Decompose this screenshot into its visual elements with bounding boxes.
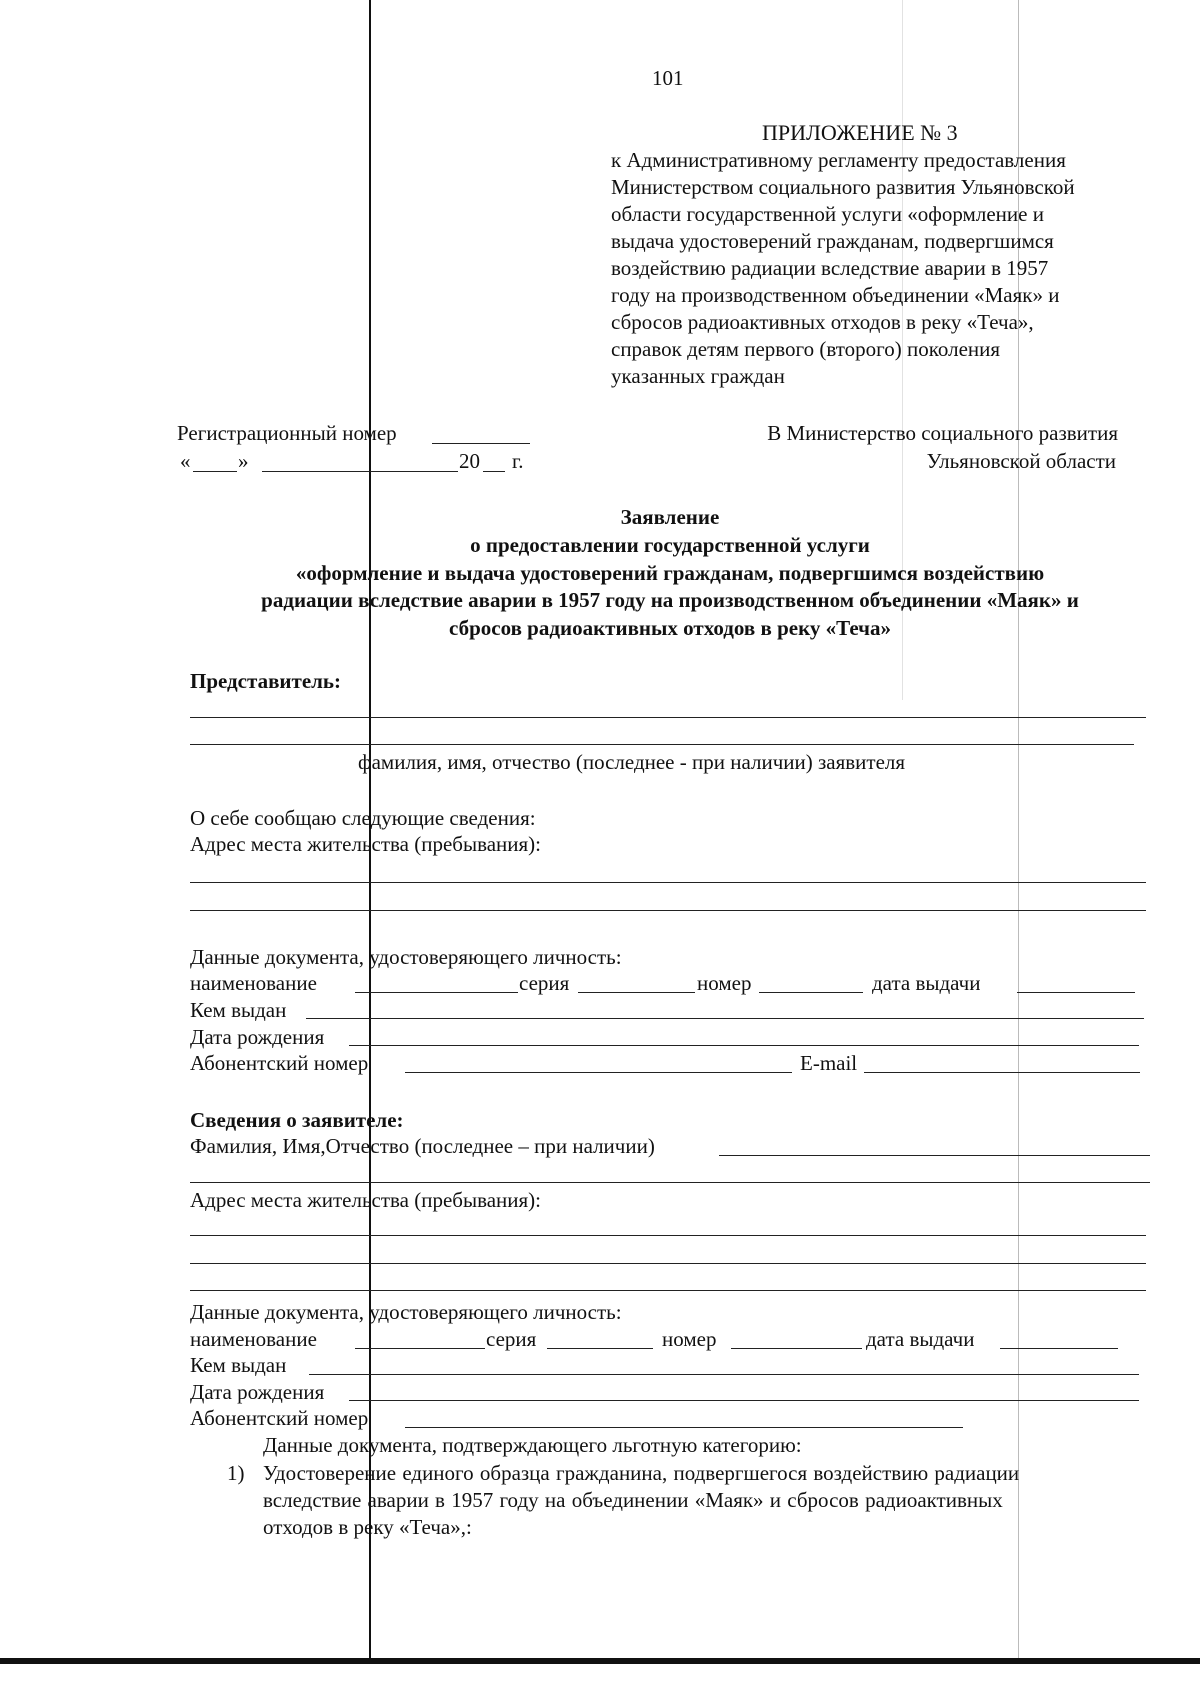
benefit-item-line: вследствие аварии в 1957 году на объединении «Маяк» и сбросов радиоактивных bbox=[263, 1488, 1003, 1512]
registration-number-field[interactable] bbox=[432, 443, 530, 444]
appendix-line: указанных граждан bbox=[611, 364, 785, 388]
rep-email-label: E-mail bbox=[800, 1051, 858, 1075]
applicant-number-field[interactable] bbox=[731, 1348, 862, 1349]
appendix-line: справок детям первого (второго) поколения bbox=[611, 337, 1001, 361]
registration-number-label: Регистрационный номер bbox=[177, 421, 397, 445]
applicant-section-title: Сведения о заявителе: bbox=[190, 1108, 404, 1132]
applicant-fio-field[interactable] bbox=[719, 1155, 1150, 1156]
rep-issued-by-label: Кем выдан bbox=[190, 998, 287, 1022]
benefit-item-line: отходов в реку «Теча»,: bbox=[263, 1515, 472, 1539]
rep-id-doc-title: Данные документа, удостоверяющего личность: bbox=[190, 945, 622, 969]
applicant-birth-date-field[interactable] bbox=[349, 1400, 1139, 1401]
appendix-title: ПРИЛОЖЕНИЕ № 3 bbox=[762, 120, 958, 145]
representative-caption: фамилия, имя, отчество (последнее - при наличии) заявителя bbox=[358, 750, 906, 774]
rep-birth-date-label: Дата рождения bbox=[190, 1025, 325, 1049]
applicant-number-label: номер bbox=[662, 1327, 717, 1351]
rep-number-field[interactable] bbox=[759, 992, 863, 993]
representative-name-line-2[interactable] bbox=[190, 744, 1134, 745]
benefit-item-number: 1) bbox=[227, 1461, 245, 1485]
applicant-phone-field[interactable] bbox=[405, 1427, 963, 1428]
representative-label: Представитель: bbox=[190, 669, 342, 693]
appendix-line: выдача удостоверений гражданам, подвергшимся bbox=[611, 229, 1054, 253]
representative-name-line-1[interactable] bbox=[190, 717, 1146, 718]
applicant-address-line-1[interactable] bbox=[190, 1235, 1146, 1236]
applicant-issue-date-label: дата выдачи bbox=[866, 1327, 975, 1351]
appendix-line: Министерством социального развития Ульяновской bbox=[611, 175, 1075, 199]
form-heading-line: о предоставлении государственной услуги bbox=[470, 533, 870, 557]
appendix-line: воздействию радиации вследствие аварии в 1957 bbox=[611, 256, 1049, 280]
form-heading-line: радиации вследствие аварии в 1957 году на производственном объединении «Маяк» и bbox=[261, 588, 1079, 612]
rep-phone-label: Абонентский номер bbox=[190, 1051, 369, 1075]
applicant-fio-line-2[interactable] bbox=[190, 1182, 1150, 1183]
applicant-address-line-2[interactable] bbox=[190, 1263, 1146, 1264]
applicant-doc-name-label: наименование bbox=[190, 1327, 317, 1351]
date-quote-open: « bbox=[180, 449, 191, 473]
addressee-line: В Министерство социального развития bbox=[767, 421, 1118, 445]
date-day-field[interactable] bbox=[193, 471, 237, 472]
year-field[interactable] bbox=[483, 471, 505, 472]
applicant-phone-label: Абонентский номер bbox=[190, 1406, 369, 1430]
rep-number-label: номер bbox=[697, 971, 752, 995]
appendix-line: области государственной услуги «оформление и bbox=[611, 202, 1044, 226]
applicant-address-label: Адрес места жительства (пребывания): bbox=[190, 1188, 542, 1212]
appendix-line: сбросов радиоактивных отходов в реку «Теча», bbox=[611, 310, 1034, 334]
appendix-line: к Административному регламенту предоставления bbox=[611, 148, 1066, 172]
rep-phone-field[interactable] bbox=[405, 1072, 792, 1073]
rep-address-line-2[interactable] bbox=[190, 910, 1146, 911]
rep-doc-name-field[interactable] bbox=[355, 992, 518, 993]
page-number: 101 bbox=[652, 66, 684, 90]
applicant-issued-by-label: Кем выдан bbox=[190, 1353, 287, 1377]
year-suffix: г. bbox=[512, 449, 524, 473]
applicant-series-field[interactable] bbox=[547, 1348, 653, 1349]
rep-series-field[interactable] bbox=[578, 992, 695, 993]
appendix-line: году на производственном объединении «Маяк» и bbox=[611, 283, 1060, 307]
rep-email-field[interactable] bbox=[864, 1072, 1140, 1073]
benefit-item-line: Удостоверение единого образца гражданина, подвергшегося воздействию радиации bbox=[263, 1461, 1020, 1485]
rep-birth-date-field[interactable] bbox=[349, 1045, 1139, 1046]
form-heading-line: сбросов радиоактивных отходов в реку «Теча» bbox=[449, 616, 891, 640]
scan-bottom-edge bbox=[0, 1658, 1200, 1664]
form-title: Заявление bbox=[620, 505, 720, 529]
applicant-issued-by-field[interactable] bbox=[309, 1374, 1139, 1375]
benefit-doc-title: Данные документа, подтверждающего льготную категорию: bbox=[263, 1433, 802, 1457]
rep-issue-date-field[interactable] bbox=[1017, 992, 1135, 993]
applicant-series-label: серия bbox=[486, 1327, 537, 1351]
applicant-address-line-3[interactable] bbox=[190, 1290, 1146, 1291]
applicant-fio-label: Фамилия, Имя,Отчество (последнее – при наличии) bbox=[190, 1134, 655, 1158]
addressee-line: Ульяновской области bbox=[926, 449, 1116, 473]
about-intro: О себе сообщаю следующие сведения: bbox=[190, 806, 536, 830]
rep-issued-by-field[interactable] bbox=[306, 1018, 1144, 1019]
applicant-doc-name-field[interactable] bbox=[355, 1348, 485, 1349]
date-month-field[interactable] bbox=[262, 471, 458, 472]
year-prefix: 20 bbox=[459, 449, 480, 473]
rep-series-label: серия bbox=[519, 971, 570, 995]
rep-address-line-1[interactable] bbox=[190, 882, 1146, 883]
applicant-issue-date-field[interactable] bbox=[1000, 1348, 1118, 1349]
rep-address-label: Адрес места жительства (пребывания): bbox=[190, 832, 542, 856]
rep-doc-name-label: наименование bbox=[190, 971, 317, 995]
date-quote-close: » bbox=[238, 449, 249, 473]
form-heading-line: «оформление и выдача удостоверений гражданам, подвергшимся воздействию bbox=[295, 561, 1045, 585]
rep-issue-date-label: дата выдачи bbox=[872, 971, 981, 995]
applicant-id-doc-title: Данные документа, удостоверяющего личность: bbox=[190, 1300, 622, 1324]
applicant-birth-date-label: Дата рождения bbox=[190, 1380, 325, 1404]
